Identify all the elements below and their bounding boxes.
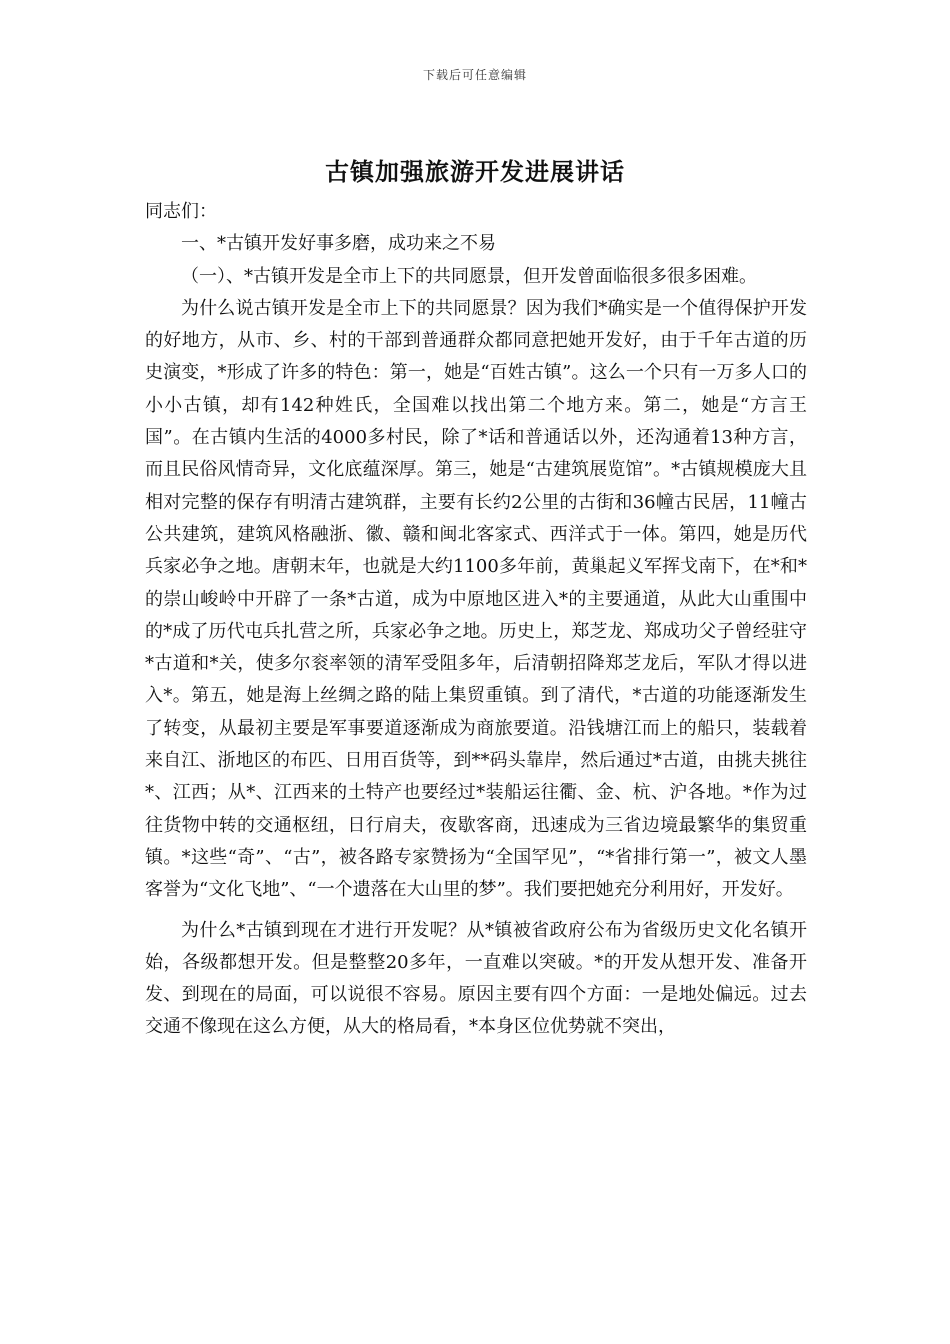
subsection-heading-1-1: （一）、*古镇开发是全市上下的共同愿景，但开发曾面临很多很多困难。	[181, 265, 757, 287]
page-header-note: 下载后可任意编辑	[422, 68, 527, 82]
salutation: 同志们：	[145, 201, 217, 222]
document-body	[145, 196, 807, 1044]
document-title: 古镇加强旅游开发进展讲话	[325, 157, 625, 186]
body-paragraph-1: 为什么说古镇开发是全市上下的共同愿景？因为我们*确实是一个值得保护开发的好地方，从市、乡、村的干部到普通群众都同意把她开发好，由于千年古道的历史演变，*形成了许多的特色：第一，她是“百姓古镇”。这么一个只有一万多人口的小小古镇，却有142种姓氏，全国难以找出第二个地方来。第二，她是“方言王国”。在古镇内生活的4000多村民，除了*话和普通话以外，还沟通着13种方言，而且民俗风情奇异，文化底蕴深厚。第三，她是“古建筑展览馆”。*古镇规模庞大且相对完整的保存有明清古建筑群，主要有长约2公里的古街和36幢古民居，11幢古公共建筑，建筑风格融浙、徽、赣和闽北客家式、西洋式于一体。第四，她是历代兵家必争之地。唐朝末年，也就是大约1100多年前，黄巢起义军挥戈南下，在*和*的崇山峻岭中开辟了一条*古道，成为中原地区进入*的主要通道，从此大山重围中的*成了历代屯兵扎营之所，兵家必争之地。历史上，郑芝龙、郑成功父子曾经驻守*古道和*关，使多尔衮率领的清军受阻多年，后清朝招降郑芝龙后，军队才得以进入*。第五，她是海上丝绸之路的陆上集贸重镇。到了清代，*古道的功能逐渐发生了转变，从最初主要是军事要道逐渐成为商旅要道。沿钱塘江而上的船只，装载着来自江、浙地区的布匹、日用百货等，到**码头靠岸，然后通过*古道，由挑夫挑往*、江西；从*、江西来的土特产也要经过*装船运往衢、金、杭、沪各地。*作为过往货物中转的交通枢纽，日行肩夫，夜歇客商，迅速成为三省边境最繁华的集贸重镇。*这些“奇”、“古”，被各路专家赞扬为“全国罕见”，“*省排行第一”，被文人墨客誉为“文化飞地”、“一个遗落在大山里的梦”。我们要把她充分利用好，开发好。	[145, 297, 807, 901]
body-paragraph-2: 为什么*古镇到现在才进行开发呢？从*镇被省政府公布为省级历史文化名镇开始，各级都想开发。但是整整20多年，一直难以突破。*的开发从想开发、准备开发、到现在的局面，可以说很不容易。原因主要有四个方面：一是地处偏远。过去交通不像现在这么方便，从大的格局看，*本身区位优势就不突出，	[145, 919, 807, 1038]
section-heading-1: 一、*古镇开发好事多磨，成功来之不易	[181, 233, 496, 255]
